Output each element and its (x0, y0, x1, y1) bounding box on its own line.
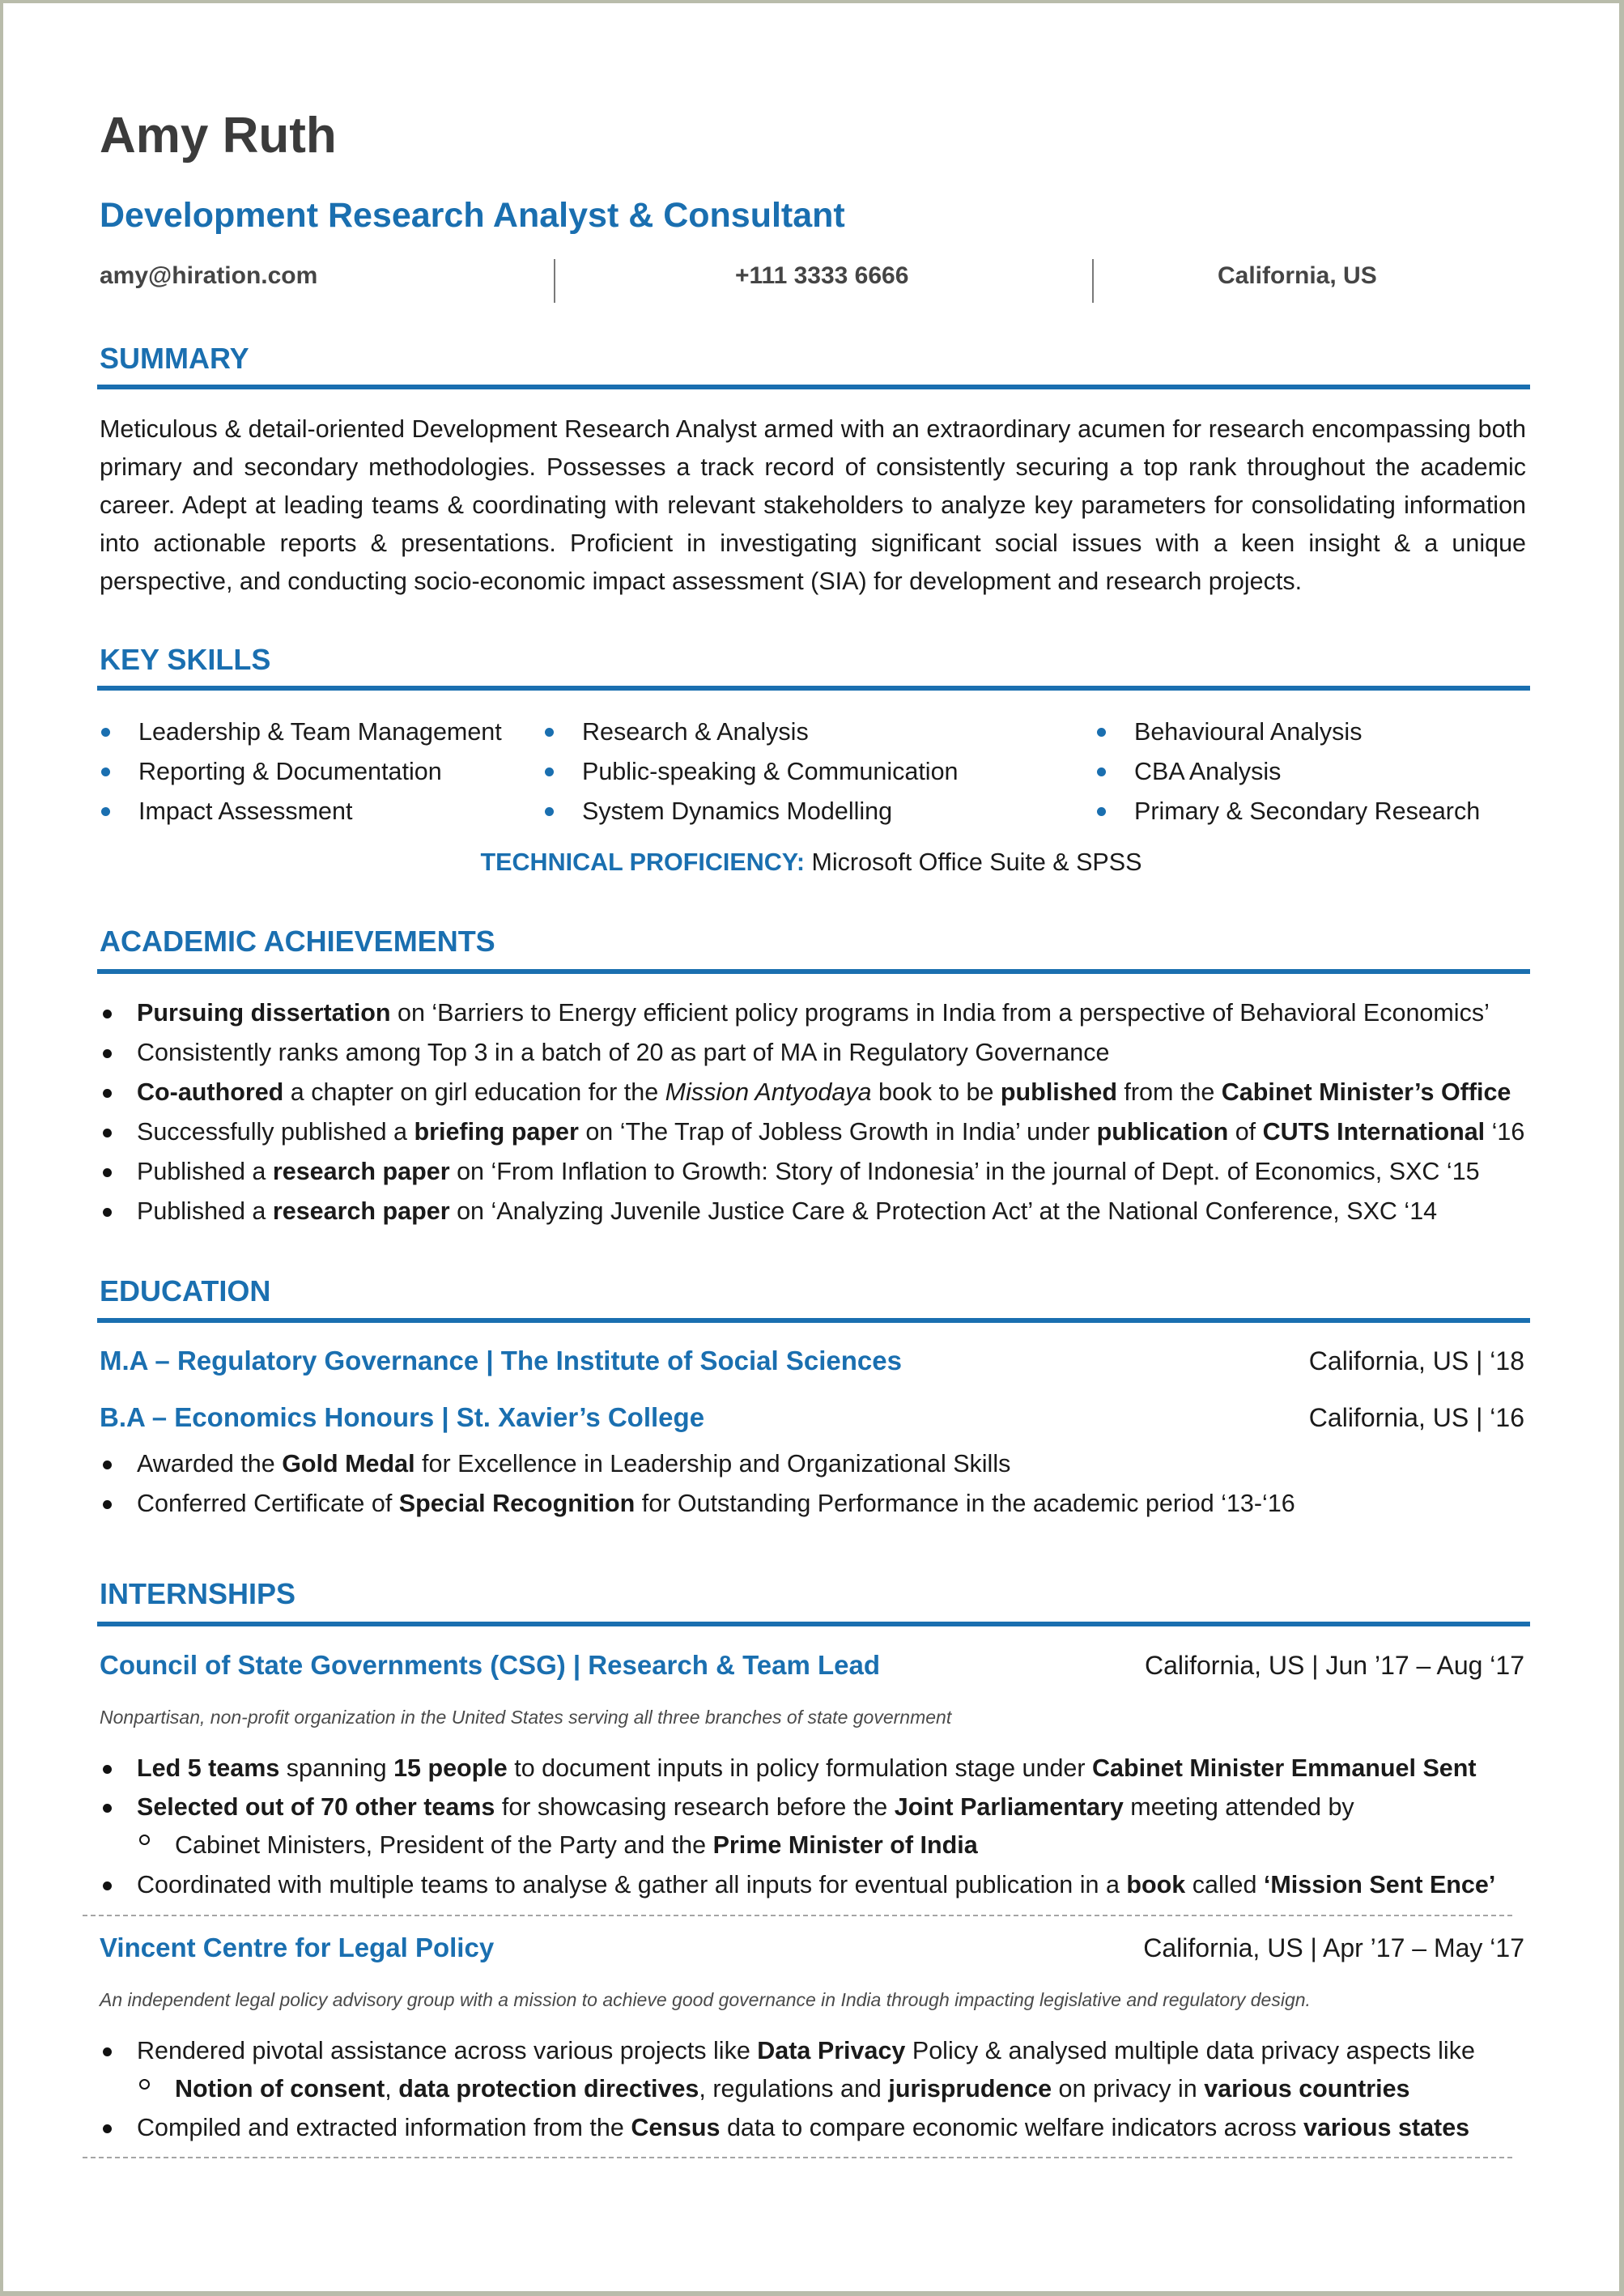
bullet-icon (103, 1461, 112, 1469)
text-run: a chapter on girl education for the (283, 1078, 665, 1106)
sub-bullet-icon (139, 1835, 150, 1845)
achievement-item (137, 1195, 1437, 1227)
candidate-name: Amy Ruth (100, 108, 337, 164)
bullet-icon (101, 767, 110, 776)
internship-subitem (175, 2073, 1410, 2105)
text-run: on ‘The Trap of Jobless Growth in India’ under (578, 1118, 1097, 1146)
section-rule (97, 1622, 1530, 1626)
section-rule (97, 969, 1530, 974)
section-rule (97, 686, 1530, 691)
bullet-icon (103, 1881, 112, 1890)
section-title-key-skills: KEY SKILLS (100, 643, 271, 676)
section-rule (97, 385, 1530, 389)
skill-item: Leadership & Team Management (138, 718, 502, 746)
bullet-icon (103, 1168, 112, 1177)
bullet-icon (545, 807, 554, 816)
skill-item: System Dynamics Modelling (582, 797, 893, 825)
text-run: on ‘From Inflation to Growth: Story of Indonesia’ in the journal of Dept. of Economics, SXC ‘15 (449, 1158, 1480, 1185)
achievement-item (137, 1076, 1511, 1108)
bullet-icon (103, 1089, 112, 1098)
text-run: Joint Parliamentary (894, 1793, 1124, 1821)
internship-desc-vincent: An independent legal policy advisory group with a mission to achieve good governance in India through impacting legislative and regulatory design. (100, 1989, 1311, 2010)
skill-item: Research & Analysis (582, 718, 809, 746)
contact-phone[interactable]: +111 3333 6666 (735, 262, 909, 289)
contact-email[interactable]: amy@hiration.com (100, 262, 318, 289)
contact-location: California, US (1218, 262, 1377, 289)
education-meta-ba: California, US | ‘16 (1308, 1403, 1524, 1432)
text-run: for showcasing research before the (495, 1793, 895, 1821)
text-run: jurisprudence (888, 2075, 1052, 2103)
text-run: Census (631, 2114, 721, 2141)
text-run: various states (1303, 2114, 1470, 2141)
text-run: Selected out of 70 other teams (137, 1793, 495, 1821)
education-meta-ma: California, US | ‘18 (1308, 1346, 1524, 1375)
text-run: Coordinated with multiple teams to analyse & gather all inputs for eventual publication in a (137, 1871, 1127, 1898)
internship-item (137, 2111, 1469, 2144)
text-run: data protection directives (398, 2075, 699, 2103)
skill-item: CBA Analysis (1134, 758, 1282, 785)
text-run: Led 5 teams (137, 1754, 280, 1782)
text-run: book (1126, 1871, 1186, 1898)
text-run: called (1185, 1871, 1264, 1898)
bullet-icon (103, 1765, 112, 1774)
text-run: , regulations and (699, 2075, 889, 2103)
text-run: of (1228, 1118, 1263, 1146)
text-run: Policy & analysed multiple data privacy aspects like (905, 2037, 1475, 2064)
text-run: research paper (272, 1197, 450, 1225)
bullet-icon (1097, 807, 1106, 816)
bullet-icon (545, 767, 554, 776)
achievement-item (137, 1036, 1109, 1069)
text-run: for Outstanding Performance in the academic period ‘13-‘16 (635, 1490, 1295, 1517)
internship-title-vincent: Vincent Centre for Legal Policy (100, 1932, 495, 1962)
internship-item (137, 1752, 1477, 1784)
text-run: Pursuing dissertation (137, 999, 391, 1027)
resume-page (3, 3, 1619, 2291)
education-degree-ba: B.A – Economics Honours | St. Xavier’s College (100, 1402, 705, 1432)
text-run: Cabinet Minister’s Office (1221, 1078, 1511, 1106)
text-run: Rendered pivotal assistance across various projects like (137, 2037, 758, 2064)
achievement-item (137, 997, 1490, 1029)
text-run: Special Recognition (398, 1490, 636, 1517)
summary-text: Meticulous & detail-oriented Development Research Analyst armed with an extraordinary acumen for research encompassing both primary and secondary methodologies. Possesses a track record of consistently securing a top rank throughout the academic career. Adept at leading teams & coordinating with relevant stakeholders to analyze key parameters for consolidating information into actionable reports & presentations. Proficient in investigating significant social issues with a keen insight & a unique perspective, and conducting socio-economic impact assessment (SIA) for development and research projects. (100, 415, 1526, 595)
section-title-academic-achievements: ACADEMIC ACHIEVEMENTS (100, 925, 495, 958)
education-item (137, 1448, 1010, 1480)
sub-bullet-icon (139, 2079, 150, 2090)
technical-proficiency (3, 846, 1619, 878)
skill-item: Primary & Secondary Research (1134, 797, 1481, 825)
bullet-icon (101, 728, 110, 737)
dashed-divider (83, 1915, 1512, 1916)
text-run: book to be (871, 1078, 1001, 1106)
text-run: Co-authored (137, 1078, 284, 1106)
technical-proficiency-label: TECHNICAL PROFICIENCY: (480, 848, 806, 876)
text-run: Cabinet Ministers, President of the Party and the (175, 1831, 713, 1859)
skill-item: Reporting & Documentation (138, 758, 442, 785)
text-run: Mission Antyodaya (665, 1078, 872, 1106)
text-run: research paper (272, 1158, 450, 1185)
text-run: Awarded the (137, 1450, 283, 1478)
text-run: Notion of consent (175, 2075, 385, 2103)
text-run: publication (1096, 1118, 1229, 1146)
text-run: data to compare economic welfare indicators across (720, 2114, 1303, 2141)
technical-proficiency-value: Microsoft Office Suite & SPSS (805, 848, 1142, 876)
internship-meta-vincent: California, US | Apr ’17 – May ‘17 (1143, 1933, 1524, 1962)
internship-title-csg: Council of State Governments (CSG) | Research & Team Lead (100, 1650, 881, 1680)
internship-meta-csg: California, US | Jun ’17 – Aug ‘17 (1144, 1651, 1524, 1680)
text-run: briefing paper (414, 1118, 579, 1146)
achievement-item (137, 1116, 1524, 1148)
achievement-item (137, 1155, 1480, 1188)
text-run: on ‘Analyzing Juvenile Justice Care & Protection Act’ at the National Conference, SXC ‘14 (449, 1197, 1438, 1225)
text-run: , (385, 2075, 399, 2103)
bullet-icon (103, 1500, 112, 1509)
text-run: Compiled and extracted information from the (137, 2114, 631, 2141)
text-run: meeting attended by (1123, 1793, 1354, 1821)
bullet-icon (1097, 767, 1106, 776)
skill-item: Public-speaking & Communication (582, 758, 959, 785)
text-run: ‘16 (1485, 1118, 1525, 1146)
bullet-icon (103, 2124, 112, 2133)
bullet-icon (1097, 728, 1106, 737)
bullet-icon (103, 1010, 112, 1018)
internship-desc-csg: Nonpartisan, non-profit organization in the United States serving all three branches of state government (100, 1707, 952, 1728)
internship-item (137, 1869, 1495, 1901)
section-title-summary: SUMMARY (100, 342, 249, 375)
bullet-icon (101, 807, 110, 816)
bullet-icon (545, 728, 554, 737)
section-title-education: EDUCATION (100, 1274, 271, 1307)
dashed-divider (83, 2157, 1512, 2158)
text-run: Data Privacy (757, 2037, 906, 2064)
text-run: on privacy in (1052, 2075, 1205, 2103)
internship-item (137, 2035, 1475, 2067)
bullet-icon (103, 1208, 112, 1217)
contact-divider (1092, 259, 1094, 303)
text-run: Successfully published a (137, 1118, 415, 1146)
text-run: for Excellence in Leadership and Organizational Skills (415, 1450, 1011, 1478)
text-run: ‘Mission Sent Ence’ (1263, 1871, 1496, 1898)
bullet-icon (103, 1129, 112, 1137)
text-run: on ‘Barriers to Energy efficient policy programs in India from a perspective of Behavioral Economics’ (390, 999, 1490, 1027)
bullet-icon (103, 2047, 112, 2056)
text-run: spanning (279, 1754, 394, 1782)
text-run: Cabinet Minister Emmanuel Sent (1092, 1754, 1477, 1782)
text-run: Gold Medal (282, 1450, 415, 1478)
text-run: to document inputs in policy formulation stage under (507, 1754, 1093, 1782)
section-rule (97, 1318, 1530, 1323)
job-title: Development Research Analyst & Consultant (100, 196, 845, 235)
text-run: 15 people (393, 1754, 508, 1782)
internship-item (137, 1791, 1354, 1823)
text-run: published (1000, 1078, 1117, 1106)
text-run: Published a (137, 1158, 273, 1185)
text-run: Consistently ranks among Top 3 in a batch of 20 as part of MA in Regulatory Governance (137, 1039, 1110, 1066)
contact-divider (554, 259, 555, 303)
section-title-internships: INTERNSHIPS (100, 1577, 296, 1610)
text-run: various countries (1204, 2075, 1410, 2103)
skill-item: Behavioural Analysis (1134, 718, 1363, 746)
text-run: from the (1116, 1078, 1222, 1106)
education-item (137, 1487, 1295, 1520)
internship-subitem (175, 1829, 978, 1861)
text-run: Conferred Certificate of (137, 1490, 399, 1517)
text-run: Prime Minister of India (712, 1831, 978, 1859)
bullet-icon (103, 1804, 112, 1813)
text-run: Published a (137, 1197, 273, 1225)
skill-item: Impact Assessment (138, 797, 353, 825)
text-run: CUTS International (1262, 1118, 1486, 1146)
bullet-icon (103, 1049, 112, 1058)
education-degree-ma: M.A – Regulatory Governance | The Institute of Social Sciences (100, 1346, 902, 1375)
